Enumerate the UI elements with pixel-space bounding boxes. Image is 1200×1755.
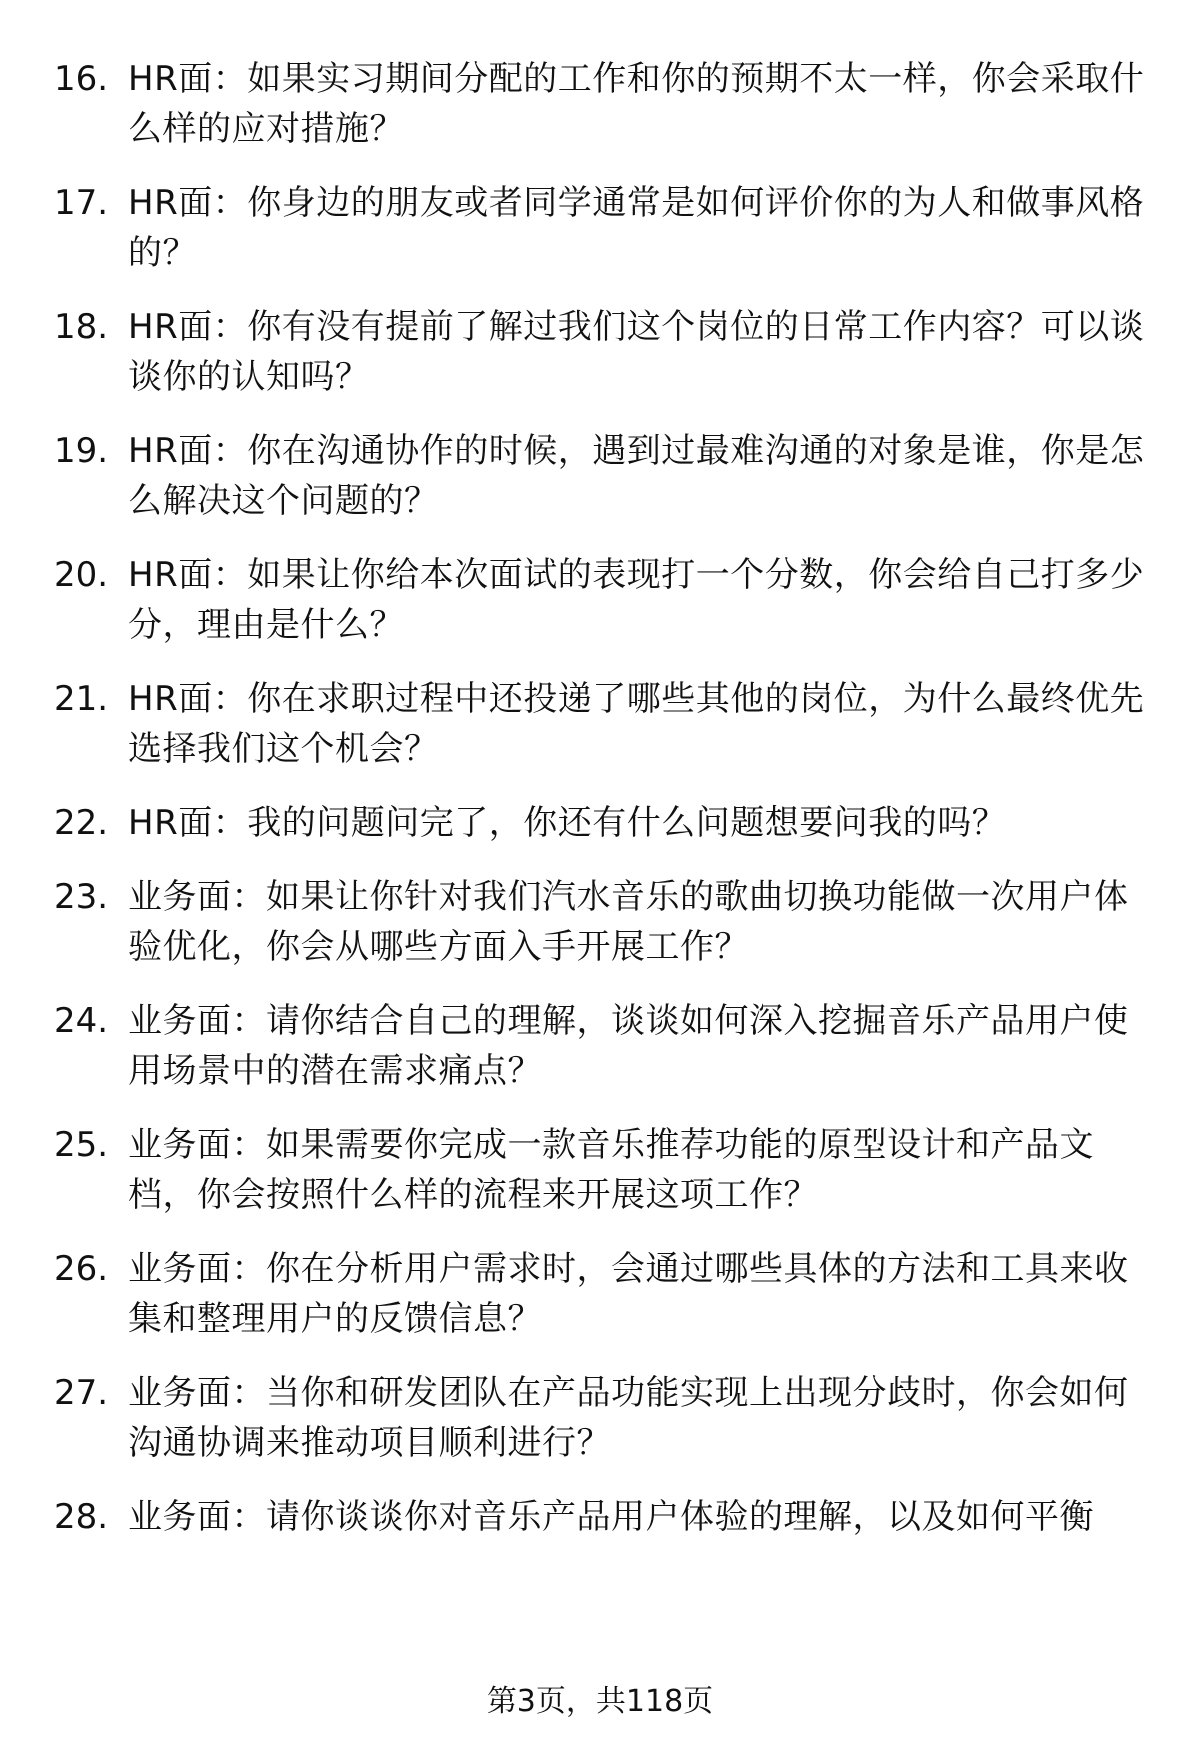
question-text: 业务面：当你和研发团队在产品功能实现上出现分歧时，你会如何沟通协调来推动项目顺利进行？ [128, 1373, 1129, 1463]
question-text: HR面：你有没有提前了解过我们这个岗位的日常工作内容？可以谈谈你的认知吗？ [128, 307, 1145, 397]
list-item [54, 54, 1152, 154]
question-number: 22. [54, 803, 109, 843]
question-number: 25. [54, 1125, 109, 1165]
list-item [54, 550, 1152, 650]
question-text: HR面：如果让你给本次面试的表现打一个分数，你会给自己打多少分，理由是什么？ [128, 555, 1145, 645]
question-number: 23. [54, 877, 109, 917]
question-number: 24. [54, 1001, 109, 1041]
list-item [54, 1368, 1152, 1468]
list-item [54, 1120, 1152, 1220]
page-footer [0, 1682, 1200, 1722]
question-number: 18. [54, 307, 109, 347]
question-number: 21. [54, 679, 109, 719]
list-item [54, 872, 1152, 972]
list-item [54, 1492, 1152, 1542]
list-item [54, 674, 1152, 774]
question-list [54, 54, 1152, 1542]
question-text: 业务面：如果需要你完成一款音乐推荐功能的原型设计和产品文档，你会按照什么样的流程来开展这项工作？ [128, 1125, 1094, 1215]
question-number: 28. [54, 1497, 109, 1537]
question-text: HR面：你身边的朋友或者同学通常是如何评价你的为人和做事风格的？ [128, 183, 1145, 273]
list-item [54, 996, 1152, 1096]
question-text: 业务面：你在分析用户需求时，会通过哪些具体的方法和工具来收集和整理用户的反馈信息？ [128, 1249, 1129, 1339]
question-number: 27. [54, 1373, 109, 1413]
question-text: 业务面：请你结合自己的理解，谈谈如何深入挖掘音乐产品用户使用场景中的潜在需求痛点？ [128, 1001, 1129, 1091]
question-number: 20. [54, 555, 109, 595]
list-item [54, 178, 1152, 278]
question-number: 17. [54, 183, 109, 223]
question-text: HR面：你在求职过程中还投递了哪些其他的岗位，为什么最终优先选择我们这个机会？ [128, 679, 1145, 769]
list-item [54, 1244, 1152, 1344]
question-number: 16. [54, 59, 109, 99]
list-item [54, 426, 1152, 526]
list-item [54, 798, 1152, 848]
question-number: 19. [54, 431, 109, 471]
question-text: HR面：我的问题问完了，你还有什么问题想要问我的吗？ [128, 803, 1007, 843]
question-text: 业务面：请你谈谈你对音乐产品用户体验的理解，以及如何平衡 [128, 1497, 1094, 1537]
question-text: HR面：如果实习期间分配的工作和你的预期不太一样，你会采取什么样的应对措施？ [128, 59, 1145, 149]
page-number-label: 第3页，共118页 [486, 1684, 714, 1719]
question-text: 业务面：如果让你针对我们汽水音乐的歌曲切换功能做一次用户体验优化，你会从哪些方面入手开展工作？ [128, 877, 1129, 967]
list-item [54, 302, 1152, 402]
question-text: HR面：你在沟通协作的时候，遇到过最难沟通的对象是谁，你是怎么解决这个问题的？ [128, 431, 1145, 521]
question-number: 26. [54, 1249, 109, 1289]
